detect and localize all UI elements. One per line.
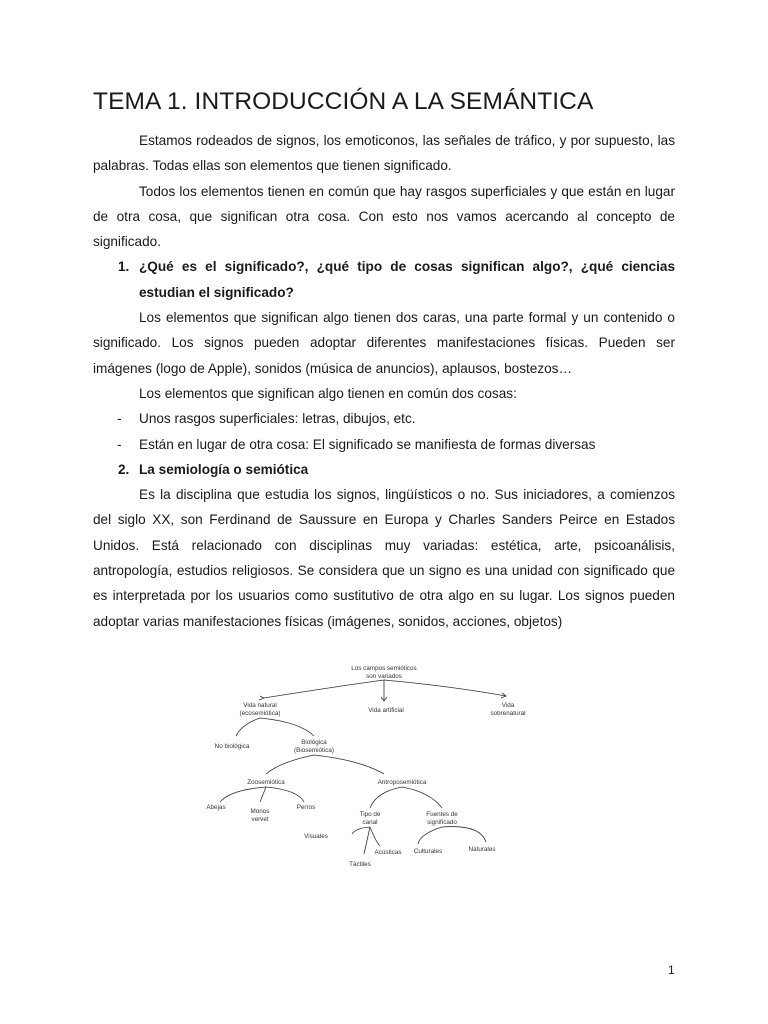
list-item bbox=[93, 406, 675, 431]
node-abejas: Abejas bbox=[206, 804, 226, 811]
section-heading-2-text: La semiología o semiótica bbox=[139, 461, 309, 477]
branch-tactiles bbox=[364, 827, 370, 854]
node-perros: Perros bbox=[296, 804, 316, 811]
paragraph-intro: Estamos rodeados de signos, los emoticonos, las señales de tráfico, y por supuesto, las palabras. Todas ellas son elementos que tienen significado. bbox=[93, 133, 675, 174]
node-visuales: Visuales bbox=[304, 833, 328, 840]
node-vida-natural-line2: (ecosemiótica) bbox=[239, 710, 281, 717]
node-vida-artificial: Vida artificial bbox=[368, 707, 404, 714]
branch-culturales bbox=[418, 827, 442, 844]
node-monos-line2: vervet bbox=[251, 816, 269, 823]
paragraph-in-common: Los elementos que significan algo tienen en común dos cosas: bbox=[139, 385, 517, 401]
node-culturales: Culturales bbox=[413, 848, 443, 855]
paragraph-two-faces: Los elementos que significan algo tienen dos caras, una parte formal y un contenido o significado. Los signos pueden adoptar diferentes manifestaciones físicas. Pueden ser imágenes (logo de Apple), sonidos (música de anuncios), aplausos, bostezos… bbox=[93, 310, 675, 376]
section-number-1: 1. bbox=[118, 259, 130, 275]
list-item-text: Están en lugar de otra cosa: El significado se manifiesta de formas diversas bbox=[139, 436, 596, 452]
branch-naturales bbox=[442, 827, 486, 842]
node-no-biologica: No biológica bbox=[214, 743, 250, 750]
list-item-text: Unos rasgos superficiales: letras, dibujos, etc. bbox=[139, 411, 416, 427]
branch-no-biologica bbox=[236, 718, 260, 736]
node-vida-sobrenatural-line1: Vida bbox=[501, 702, 515, 709]
node-zoosemiotica: Zoosemiótica bbox=[247, 779, 285, 786]
page-number: 1 bbox=[668, 963, 675, 977]
node-antroposemiotica: Antroposemiótica bbox=[377, 779, 427, 786]
section-heading-2 bbox=[93, 457, 675, 482]
node-fuentes-line1: Fuentes de bbox=[426, 811, 458, 818]
document-body bbox=[93, 128, 675, 634]
branch-abejas bbox=[220, 787, 266, 802]
arrowhead bbox=[259, 696, 264, 700]
branch-biologica bbox=[260, 718, 314, 736]
semiotic-fields-tree-diagram bbox=[180, 656, 526, 876]
node-acusticas: Acústicas bbox=[374, 849, 402, 856]
branch-root-supernatural bbox=[384, 680, 506, 696]
branch-monos bbox=[260, 787, 266, 802]
node-naturales: Naturales bbox=[468, 846, 496, 853]
branch-visuales bbox=[352, 827, 370, 834]
dash-marker: - bbox=[117, 411, 122, 427]
node-vida-natural-line1: Vida natural bbox=[243, 702, 277, 709]
node-root-line2: son variados bbox=[366, 673, 402, 680]
branch-root-natural bbox=[264, 680, 384, 698]
node-vida-sobrenatural-line2: sobrenatural bbox=[490, 710, 526, 717]
dash-marker: - bbox=[117, 436, 122, 452]
branch-fuentes bbox=[402, 787, 442, 808]
branch-acusticas bbox=[370, 827, 380, 846]
branch-perros bbox=[266, 787, 304, 802]
paragraph-common: Todos los elementos tienen en común que hay rasgos superficiales y que están en lugar de otra cosa, que significan otra cosa. Con esto nos vamos acercando al concepto de significado. bbox=[93, 183, 675, 250]
section-number-2: 2. bbox=[118, 461, 130, 477]
node-monos-line1: Monos bbox=[250, 808, 270, 815]
node-root-line1: Los campos semióticos bbox=[351, 665, 417, 672]
branch-antroposemiotica bbox=[314, 755, 384, 774]
paragraph-semiotics: Es la disciplina que estudia los signos, lingüísticos o no. Sus iniciadores, a comienzos del siglo XX, son Ferdinand de Saussure en Europa y Charles Sanders Peirce en Estados Unidos. Está relacionado con disciplinas muy variadas: estética, arte, psicoanálisis, antropología, estudios religiosos. Se considera que un signo es una unidad con significado que es interpretada por los usuarios como sustitutivo de otra algo en su lugar. Los signos pueden adoptar varias manifestaciones físicas (imágenes, sonidos, acciones, objetos) bbox=[93, 487, 675, 629]
node-tactiles: Táctiles bbox=[349, 861, 371, 868]
list-item bbox=[93, 432, 675, 457]
section-heading-1 bbox=[93, 254, 675, 305]
node-tipo-canal-line1: Tipo de bbox=[359, 811, 381, 818]
branch-tipo-canal bbox=[370, 787, 402, 808]
node-biologica-line1: Biológica bbox=[301, 739, 327, 746]
node-fuentes-line2: significado bbox=[427, 819, 457, 826]
node-biologica-line2: (Biosemiótica) bbox=[294, 747, 334, 754]
document-title: TEMA 1. INTRODUCCIÓN A LA SEMÁNTICA bbox=[93, 88, 594, 115]
branch-zoosemiotica bbox=[266, 755, 314, 774]
section-heading-1-text: ¿Qué es el significado?, ¿qué tipo de cosas significan algo?, ¿qué ciencias estudian el significado? bbox=[139, 259, 675, 300]
node-tipo-canal-line2: canal bbox=[362, 819, 378, 826]
